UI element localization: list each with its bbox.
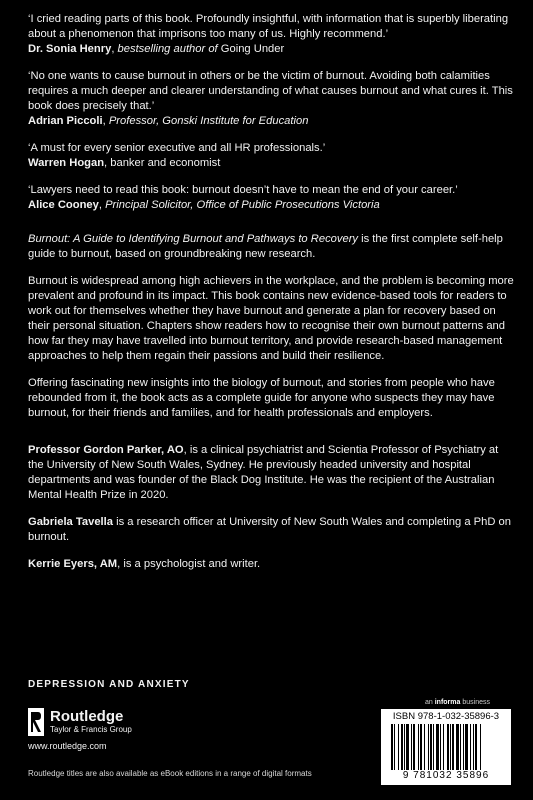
- barcode-bar: [391, 724, 393, 770]
- barcode-bars: [391, 724, 503, 770]
- barcode-digits: 9 781032 35896: [402, 770, 490, 781]
- barcode-bar: [401, 724, 403, 770]
- subject-category: DEPRESSION AND ANXIETY: [28, 679, 190, 690]
- description-paragraph: Burnout is widespread among high achievers in the workplace, and the problem is becoming more prevalent and profound in its impact. This book contains new evidence-based tools for readers to work out for themselves whether they have burnout and generate a plan for recovery based on their personal situation. Chapters show readers how to recognise their own burnout patterns and how far they may have travelled into burnout territory, and provide research-based management approaches to help them regain their passions and build their resilience.: [28, 275, 514, 362]
- barcode-bar: [450, 724, 451, 770]
- publisher-url[interactable]: www.routledge.com: [28, 741, 107, 751]
- barcode-bar: [436, 724, 439, 770]
- barcode-bar: [418, 724, 419, 770]
- endorser-name: Adrian Piccoli: [28, 115, 103, 127]
- informa-business-label: an informa business: [425, 699, 490, 706]
- barcode-bar: [440, 724, 441, 770]
- barcode-bar: [456, 724, 459, 770]
- author-bio: Professor Gordon Parker, AO, is a clinical psychiatrist and Scientia Professor of Psychiatry at the University of New South Wales, Sydney. He previously headed university and hospital departments and was founder of the Black Dog Institute. He was the recipient of the Australian Mental Health Prize in 2020.: [28, 444, 499, 501]
- endorsement-quote: ‘I cried reading parts of this book. Profoundly insightful, with information that is superbly liberating about a phenomenon that imprisons too many of us. Highly recommend.’: [28, 13, 509, 40]
- description-intro: Burnout: A Guide to Identifying Burnout and Pathways to Recovery is the first complete self-help guide to burnout, based on groundbreaking new research.: [28, 233, 503, 260]
- author-bio: Kerrie Eyers, AM, is a psychologist and writer.: [28, 558, 261, 570]
- barcode-bar: [433, 724, 434, 770]
- author-name: Kerrie Eyers, AM: [28, 558, 118, 570]
- barcode-bar: [447, 724, 449, 770]
- barcode-bar: [430, 724, 432, 770]
- endorsement-quote: ‘A must for every senior executive and all HR professionals.’: [28, 142, 326, 154]
- author-bio: Gabriela Tavella is a research officer at University of New South Wales and completing a PhD on burnout.: [28, 516, 511, 543]
- author-name: Professor Gordon Parker, AO: [28, 444, 184, 456]
- book-title: Burnout: A Guide to Identifying Burnout and Pathways to Recovery: [28, 233, 359, 245]
- barcode: [381, 709, 511, 785]
- ebook-note: Routledge titles are also available as eBook editions in a range of digital formats: [28, 769, 312, 778]
- routledge-logo-icon: [28, 708, 44, 736]
- barcode-bar: [470, 724, 471, 770]
- informa-brand: informa: [434, 699, 461, 706]
- publisher-name: Routledge: [50, 708, 124, 725]
- barcode-bar: [465, 724, 468, 770]
- publisher-subtitle: Taylor & Francis Group: [50, 725, 132, 734]
- barcode-bar: [480, 724, 481, 770]
- barcode-bar: [411, 724, 412, 770]
- endorser-book-title: Going Under: [220, 43, 285, 55]
- endorsement-quote: ‘No one wants to cause burnout in others or be the victim of burnout. Avoiding both calamities requires a much deeper and clearer understanding of what causes burnout and what cures it. This book does precisely that.’: [28, 70, 513, 112]
- endorser-name: Alice Cooney: [28, 199, 99, 211]
- barcode-bar: [398, 724, 399, 770]
- barcode-bar: [406, 724, 409, 770]
- publisher-logo: [28, 708, 132, 736]
- endorsement-attribution: Alice Cooney, Principal Solicitor, Office of Public Prosecutions Victoria: [28, 199, 380, 211]
- endorser-role: bestselling author of: [117, 43, 221, 55]
- description-paragraph: Offering fascinating new insights into the biology of burnout, and stories from people who have rebounded from it, the book acts as a complete guide for anyone who suspects they may have burnout, for their friends and families, and for health professionals and employers.: [28, 377, 495, 419]
- barcode-bar: [428, 724, 429, 770]
- barcode-bar: [463, 724, 464, 770]
- endorsement-attribution: Warren Hogan, banker and economist: [28, 157, 221, 169]
- barcode-bar: [443, 724, 444, 770]
- endorsement-quote: ‘Lawyers need to read this book: burnout doesn’t have to mean the end of your career.’: [28, 184, 458, 196]
- back-cover-text: [28, 12, 516, 584]
- endorser-name: Warren Hogan: [28, 157, 105, 169]
- endorser-role: Professor, Gonski Institute for Education: [108, 115, 309, 127]
- author-name: Gabriela Tavella: [28, 516, 113, 528]
- endorsement-attribution: Adrian Piccoli, Professor, Gonski Institute for Education: [28, 115, 309, 127]
- barcode-bar: [475, 724, 477, 770]
- endorser-name: Dr. Sonia Henry: [28, 43, 112, 55]
- barcode-bar: [452, 724, 454, 770]
- barcode-bar: [460, 724, 461, 770]
- endorser-role: banker and economist: [110, 157, 221, 169]
- barcode-bar: [473, 724, 474, 770]
- barcode-bar: [424, 724, 425, 770]
- barcode-bar: [420, 724, 422, 770]
- barcode-bar: [394, 724, 395, 770]
- barcode-bar: [404, 724, 405, 770]
- isbn-text: ISBN 978-1-032-35896-3: [392, 711, 500, 722]
- endorser-role: Principal Solicitor, Office of Public Prosecutions Victoria: [105, 199, 380, 211]
- barcode-bar: [413, 724, 415, 770]
- endorsement-attribution: Dr. Sonia Henry, bestselling author of Going Under: [28, 43, 285, 55]
